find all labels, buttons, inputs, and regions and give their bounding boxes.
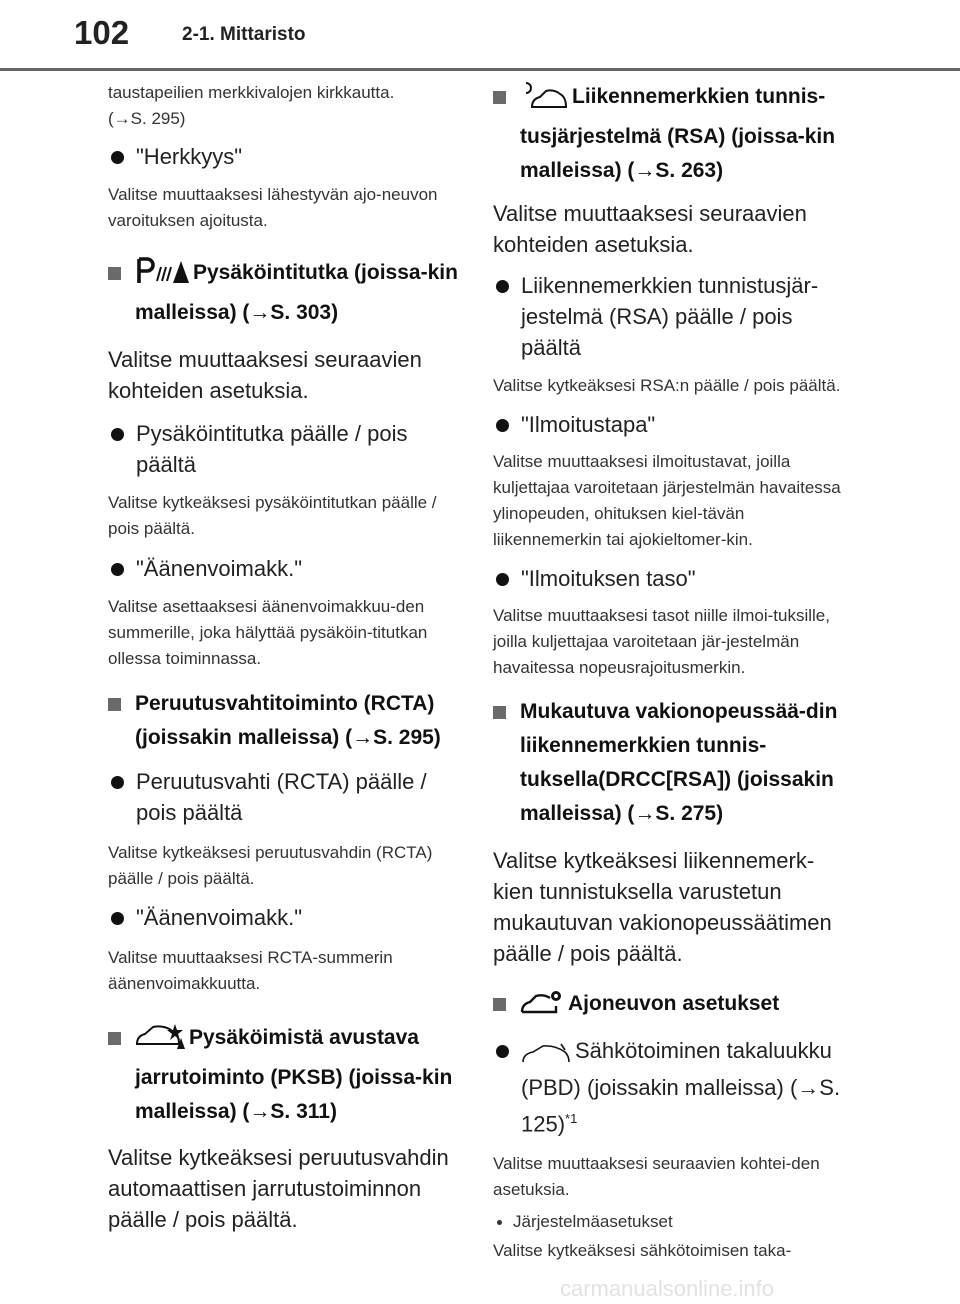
header-rule [0, 68, 960, 71]
footnote-marker: *1 [565, 1111, 578, 1126]
bullet-item [493, 563, 853, 594]
bullet-text: "Ilmoitustapa" [521, 412, 656, 437]
paragraph: Valitse muuttaaksesi tasot niille ilmoi-tuksille, joilla kuljettajaa varoitetaan jär-jestelmän havaitessa nopeusrajoitusmerkin. [493, 606, 830, 677]
bullet-item [108, 553, 468, 584]
paragraph: Valitse muuttaaksesi lähestyvän ajo-neuvon varoituksen ajoitusta. [108, 185, 438, 230]
bullet-text: "Herkkyys" [136, 144, 243, 169]
bullet-dot [111, 151, 124, 164]
bullet-item [108, 902, 468, 933]
heading-text: Liikennemerkkien tunnis-tusjärjestelmä (RSA) (joissa-kin malleissa) (→S. 263) [520, 85, 836, 182]
section-heading [493, 695, 853, 831]
bullet-dot [496, 419, 509, 432]
heading-square [493, 998, 506, 1011]
section-heading [108, 1021, 468, 1129]
bullet-item [493, 1035, 853, 1139]
bullet-dot [111, 912, 124, 925]
heading-text: Pysäköintitutka (joissa-kin malleissa) (→S. 303) [135, 261, 458, 324]
paragraph: Valitse muuttaaksesi seuraavien kohteiden asetuksia. [493, 201, 807, 257]
power-back-door-icon [521, 1041, 571, 1072]
bullet-dot [111, 563, 124, 576]
paragraph: Valitse kytkeäksesi liikennemerk-kien tunnistuksella varustetun mukautuvan vakionopeussäätimen päälle / pois päältä. [493, 848, 832, 966]
rsa-sign-icon [520, 81, 568, 120]
right-column [493, 80, 853, 1264]
paragraph: Valitse kytkeäksesi pysäköintitutkan päälle / pois päältä. [108, 493, 437, 538]
bullet-text: Liikennemerkkien tunnistusjär-jestelmä (RSA) päälle / pois päältä [521, 273, 819, 360]
paragraph: taustapeilien merkkivalojen kirkkautta. [108, 83, 395, 102]
heading-text: Pysäköimistä avustava jarrutoiminto (PKSB) (joissa-kin malleissa) (→S. 311) [135, 1026, 453, 1123]
pksb-car-icon [135, 1022, 185, 1061]
bullet-dot [111, 776, 124, 789]
section-heading [108, 256, 468, 330]
vehicle-settings-icon [520, 988, 564, 1027]
bullet-item [108, 766, 468, 828]
bullet-dot [496, 280, 509, 293]
page-header [0, 0, 960, 68]
bullet-text: Sähkötoiminen takaluukku (PBD) (joissakin malleissa) (→S. 125) [521, 1038, 841, 1137]
paragraph: Valitse muuttaaksesi RCTA-summerin äänenvoimakkuutta. [108, 948, 393, 993]
bullet-item [493, 270, 853, 363]
bullet-dot [497, 1220, 502, 1225]
bullet-text: Peruutusvahti (RCTA) päälle / pois päältä [136, 769, 427, 825]
section-title: 2-1. Mittaristo [182, 24, 306, 45]
paragraph: Valitse kytkeäksesi RSA:n päälle / pois päältä. [493, 376, 841, 395]
bullet-dot [111, 428, 124, 441]
page-reference: (→S. 295) [108, 109, 186, 128]
parking-sensor-icon [135, 257, 189, 296]
heading-square [493, 91, 506, 104]
paragraph: Valitse muuttaaksesi seuraavien kohteiden asetuksia. [108, 347, 422, 403]
paragraph: Valitse muuttaaksesi ilmoitustavat, joilla kuljettajaa varoitetaan järjestelmän havaitessa ylinopeuden, ohituksen kiel-tävän liikennemerkin tai ajokieltomer-kin. [493, 452, 841, 549]
paragraph: Valitse muuttaaksesi seuraavien kohtei-den asetuksia. [493, 1154, 820, 1200]
section-heading [493, 80, 853, 188]
heading-text: Ajoneuvon asetukset [568, 992, 780, 1015]
heading-square [108, 1032, 121, 1045]
page-number: 102 [74, 14, 130, 51]
bullet-dot [496, 1045, 509, 1058]
bullet-item [493, 409, 853, 440]
paragraph: Valitse kytkeäksesi peruutusvahdin (RCTA) päälle / pois päältä. [108, 843, 433, 888]
watermark: carmanualsonline.info [560, 1276, 775, 1301]
bullet-text: "Äänenvoimakk." [136, 905, 303, 930]
paragraph: Valitse asettaaksesi äänenvoimakkuu-den summerille, joka hälyttää pysäköin-titutkan ollessa toiminnassa. [108, 597, 428, 668]
heading-square [493, 706, 506, 719]
bullet-text: "Ilmoituksen taso" [521, 566, 696, 591]
heading-square [108, 698, 121, 711]
heading-square [108, 267, 121, 280]
heading-text: Peruutusvahtitoiminto (RCTA) (joissakin malleissa) (→S. 295) [135, 692, 441, 749]
paragraph: Valitse kytkeäksesi peruutusvahdin automaattisen jarrutustoiminnon päälle / pois päältä. [108, 1145, 449, 1232]
paragraph: Valitse kytkeäksesi sähkötoimisen taka- [493, 1241, 792, 1261]
bullet-dot [496, 573, 509, 586]
sub-bullet-item [493, 1209, 853, 1235]
bullet-item [108, 418, 468, 480]
heading-text: Mukautuva vakionopeussää-din liikennemerkkien tunnis-tuksella(DRCC[RSA]) (joissakin malleissa) (→S. 275) [520, 700, 838, 825]
bullet-item [108, 141, 468, 172]
bullet-text: Pysäköintitutka päälle / pois päältä [136, 421, 408, 477]
bullet-text: "Äänenvoimakk." [136, 556, 303, 581]
sub-bullet-text: Järjestelmäasetukset [513, 1212, 673, 1232]
left-column [108, 80, 468, 1235]
section-heading [493, 987, 853, 1027]
section-heading [108, 687, 468, 755]
